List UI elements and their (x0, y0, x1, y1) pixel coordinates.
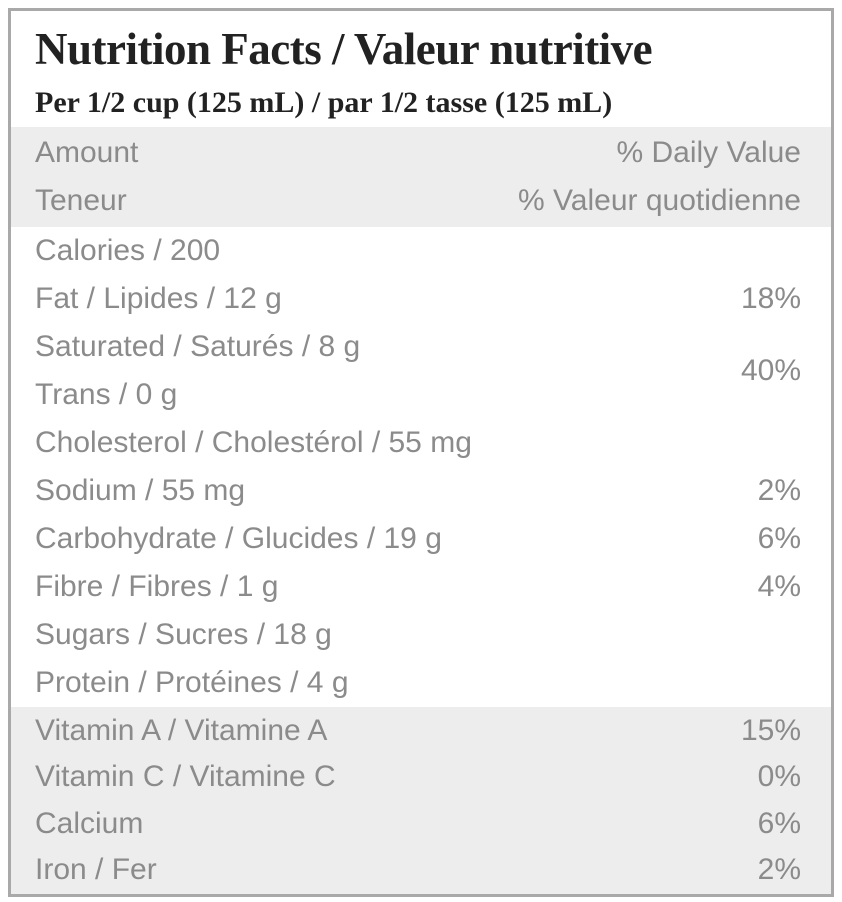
nutrient-daily-value: 6% (757, 522, 801, 555)
row-protein (11, 659, 831, 707)
nutrient-name: Sugars / Sucres / 18 g (35, 618, 332, 651)
label-header (11, 11, 831, 127)
row-sodium (11, 467, 831, 515)
nutrient-name: Vitamin A / Vitamine A (35, 713, 328, 747)
row-carbohydrate (11, 515, 831, 563)
nutrient-name-group (35, 323, 360, 419)
daily-value-label-en: % Daily Value (616, 136, 801, 169)
nutrient-daily-value: 2% (757, 474, 801, 507)
amount-label-fr: Teneur (35, 184, 127, 217)
nutrient-name: Cholesterol / Cholestérol / 55 mg (35, 426, 472, 459)
nutrient-name: Fat / Lipides / 12 g (35, 282, 282, 315)
nutrient-daily-value: 4% (757, 570, 801, 603)
nutrient-name: Iron / Fer (35, 853, 157, 887)
row-vitamin-c (11, 754, 831, 800)
nutrient-daily-value: 2% (757, 853, 801, 887)
row-calories (11, 227, 831, 275)
amount-label-en: Amount (35, 136, 139, 169)
row-iron (11, 847, 831, 893)
row-cholesterol (11, 419, 831, 467)
nutrient-name: Protein / Protéines / 4 g (35, 666, 349, 699)
row-fat (11, 275, 831, 323)
row-calcium (11, 801, 831, 847)
nutrient-name: Calories / 200 (35, 234, 221, 267)
row-sugars (11, 611, 831, 659)
nutrient-daily-value: 6% (757, 806, 801, 840)
label-title: Nutrition Facts / Valeur nutritive (35, 24, 653, 74)
daily-value-header-line-fr (35, 177, 801, 225)
row-saturated-trans-group (11, 323, 831, 419)
daily-value-label-fr: % Valeur quotidienne (518, 184, 801, 217)
nutrient-rows (11, 227, 831, 707)
nutrient-daily-value: 18% (740, 282, 801, 315)
nutrient-name: Fibre / Fibres / 1 g (35, 570, 279, 603)
row-vitamin-a (11, 708, 831, 754)
daily-value-header (11, 127, 831, 227)
row-fibre (11, 563, 831, 611)
serving-size: Per 1/2 cup (125 mL) / par 1/2 tasse (125 mL) (35, 86, 613, 119)
nutrient-name-trans: Trans / 0 g (35, 378, 178, 411)
nutrient-name: Vitamin C / Vitamine C (35, 760, 336, 794)
nutrient-name: Carbohydrate / Glucides / 19 g (35, 522, 442, 555)
micronutrient-section (11, 707, 831, 894)
nutrient-name: Sodium / 55 mg (35, 474, 246, 507)
nutrient-name-saturated: Saturated / Saturés / 8 g (35, 330, 361, 363)
nutrient-daily-value: 40% (740, 354, 801, 387)
nutrient-name: Calcium (35, 806, 144, 840)
daily-value-header-line-en (35, 129, 801, 177)
nutrition-facts-label (8, 8, 834, 897)
nutrient-daily-value: 0% (757, 760, 801, 794)
nutrient-daily-value: 15% (740, 713, 801, 747)
